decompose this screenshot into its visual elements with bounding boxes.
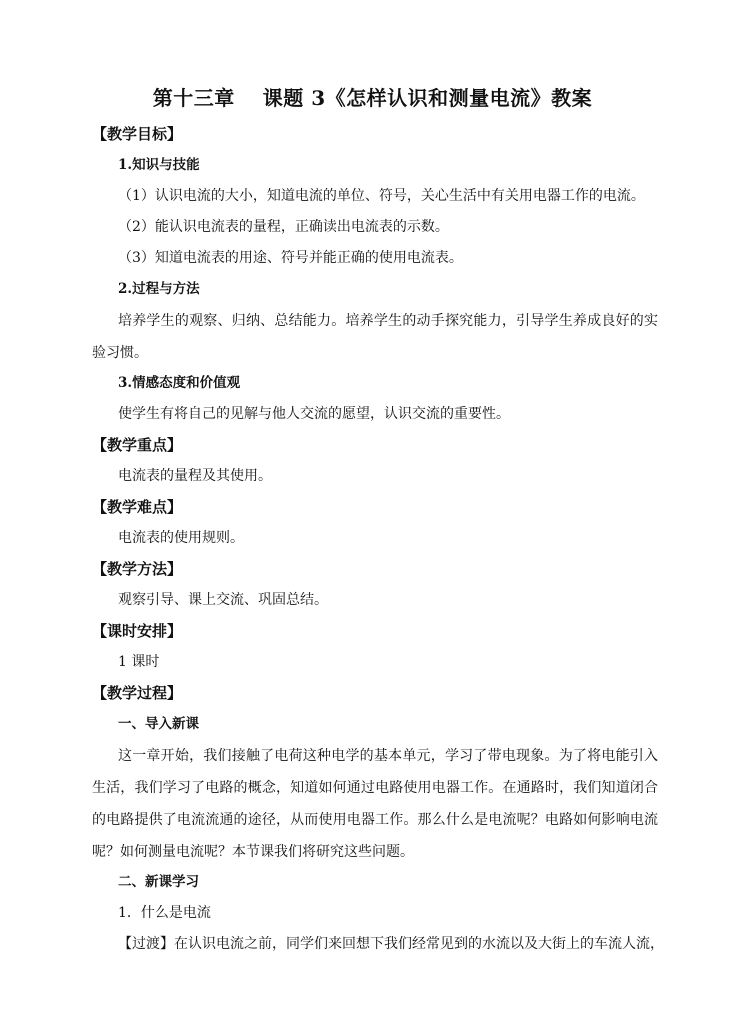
title-chapter: 第十三章 <box>152 86 235 110</box>
methods-text: 观察引导、课上交流、巩固总结。 <box>118 592 328 608</box>
page-title <box>0 82 745 111</box>
methods-heading: 【教学方法】 <box>92 560 183 578</box>
intro-heading: 一、导入新课 <box>118 716 199 732</box>
teaching-process-heading: 【教学过程】 <box>92 684 183 702</box>
key-points-heading: 【教学重点】 <box>92 436 183 454</box>
knowledge-item-2: （2）能认识电流表的量程，正确读出电流表的示数。 <box>118 219 449 235</box>
key-points-text: 电流表的量程及其使用。 <box>118 468 272 484</box>
knowledge-item-3: （3）知道电流表的用途、符号并能正确的使用电流表。 <box>118 250 463 266</box>
knowledge-item-1: （1）认识电流的大小，知道电流的单位、符号，关心生活中有关用电器工作的电流。 <box>118 188 645 204</box>
schedule-heading: 【课时安排】 <box>92 622 183 640</box>
knowledge-heading: 1.知识与技能 <box>118 157 200 173</box>
difficulties-heading: 【教学难点】 <box>92 498 183 516</box>
schedule-text: 1 课时 <box>118 654 160 670</box>
emotion-heading: 3.情感态度和价值观 <box>118 375 241 391</box>
objectives-heading: 【教学目标】 <box>92 125 183 143</box>
process-text: 培养学生的观察、归纳、总结能力。培养学生的动手探究能力，引导学生养成良好的实验习惯。 <box>92 313 658 361</box>
difficulties-text: 电流表的使用规则。 <box>118 530 244 546</box>
title-lesson: 课题 3《怎样认识和测量电流》教案 <box>262 86 593 110</box>
topic-1-heading: 1．什么是电流 <box>118 905 211 921</box>
process-heading: 2.过程与方法 <box>118 281 200 297</box>
intro-text: 这一章开始，我们接触了电荷这种电学的基本单元，学习了带电现象。为了将电能引入生活，我们学习了电路的概念，知道如何通过电路使用电器工作。在通路时，我们知道闭合的电路提供了电流流通的途径，从而使用电器工作。那么什么是电流呢？电路如何影响电流呢？如何测量电流呢？本节课我们将研究这些问题。 <box>92 748 658 860</box>
emotion-text: 使学生有将自己的见解与他人交流的愿望，认识交流的重要性。 <box>118 406 510 422</box>
transition-text: 【过渡】在认识电流之前，同学们来回想下我们经常见到的水流以及大街上的车流人流， <box>118 936 664 952</box>
new-lesson-heading: 二、新课学习 <box>118 874 199 890</box>
